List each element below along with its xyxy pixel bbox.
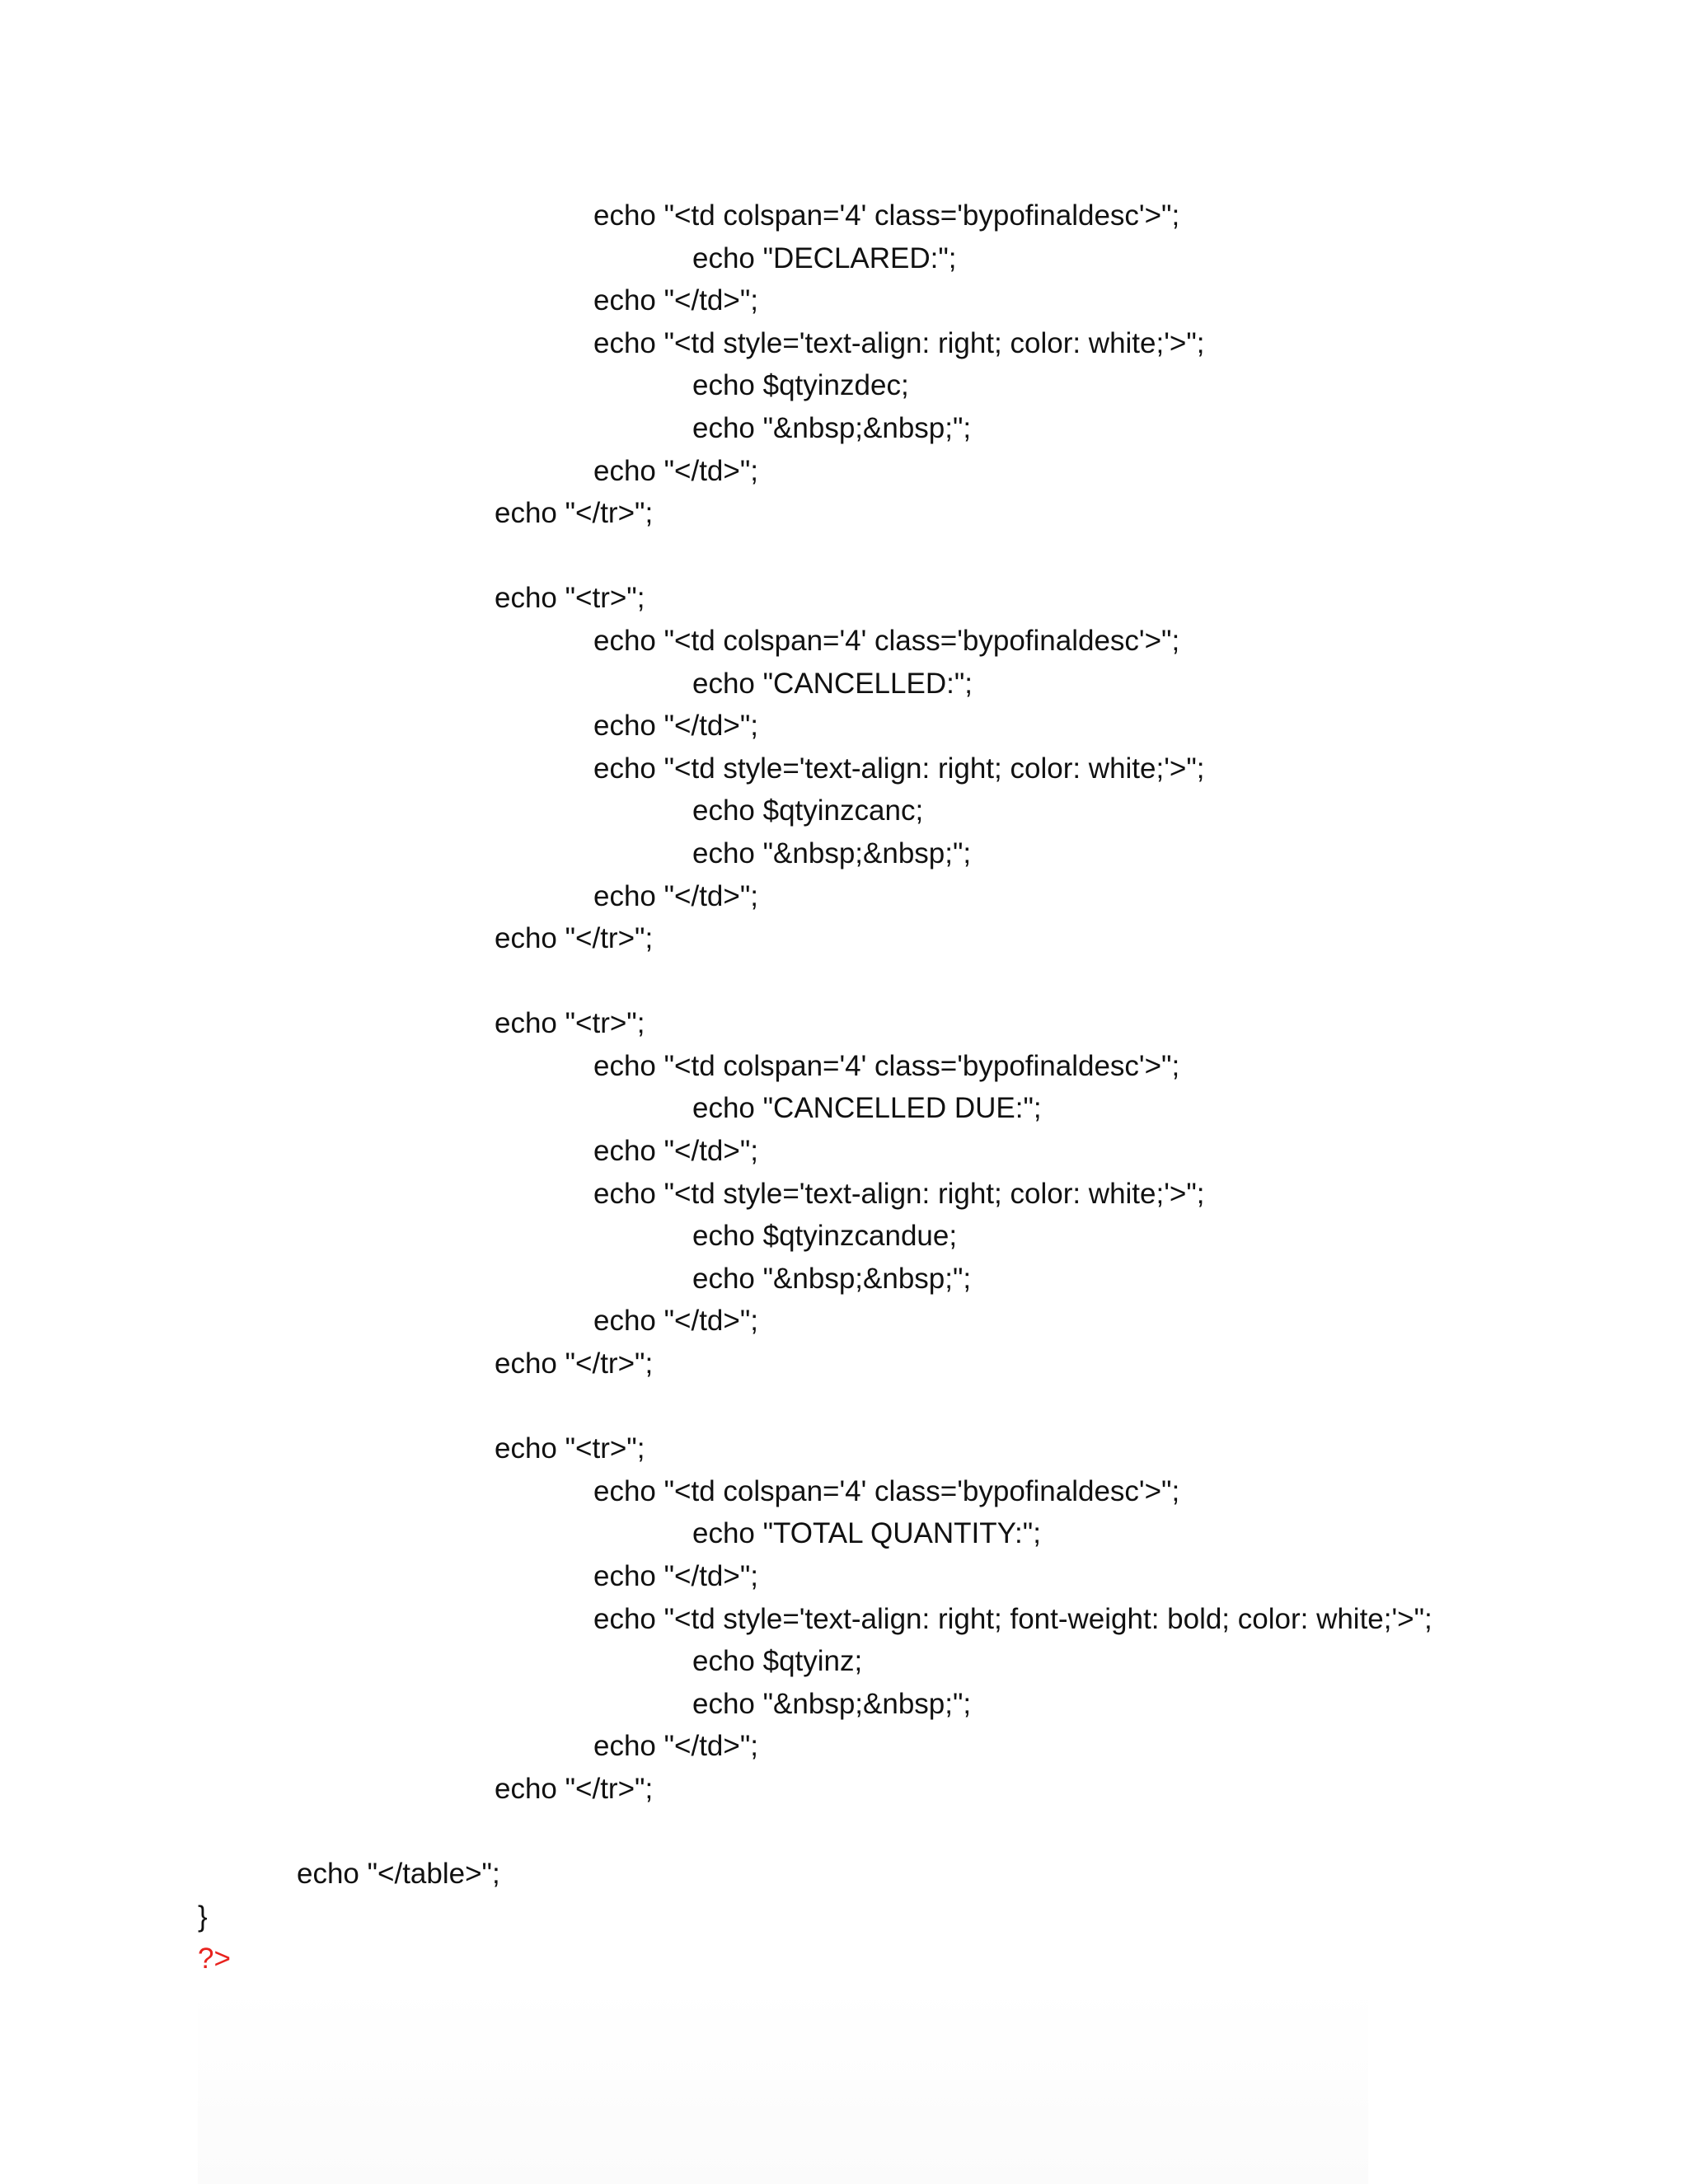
code-line-3 [0,279,1688,322]
code-text: echo "&nbsp;&nbsp;"; [692,411,972,444]
code-text: echo "<tr>"; [495,1432,645,1465]
code-text: echo "&nbsp;&nbsp;"; [692,837,972,869]
code-line-22 [0,1087,1688,1130]
code-text: echo "TOTAL QUANTITY:"; [692,1517,1041,1550]
code-line-11 [0,620,1688,663]
code-text: echo "&nbsp;&nbsp;"; [692,1687,972,1720]
code-line-17 [0,875,1688,918]
code-line-2 [0,237,1688,280]
code-line-9 [0,535,1688,578]
code-line-30 [0,1427,1688,1470]
code-line-12 [0,663,1688,705]
code-line-38 [0,1768,1688,1811]
code-line-4 [0,322,1688,365]
code-text: echo "CANCELLED DUE:"; [692,1092,1042,1125]
page-shadow [198,1986,1368,2184]
code-text: echo "<td style='text-align: right; font-weight: bold; color: white;'>"; [593,1602,1432,1635]
code-line-39 [0,1811,1688,1854]
code-line-33 [0,1555,1688,1598]
code-text: echo "</td>"; [593,454,758,487]
code-text: echo $qtyinz; [692,1645,863,1678]
code-text: echo "</td>"; [593,1730,758,1763]
code-line-29 [0,1385,1688,1428]
code-line-8 [0,492,1688,535]
code-line-32 [0,1512,1688,1555]
php-close-tag: ?> [198,1943,231,1975]
code-line-18 [0,917,1688,960]
code-line-23 [0,1130,1688,1173]
code-line-26 [0,1258,1688,1301]
code-line-10 [0,577,1688,620]
code-text: echo "</tr>"; [495,1772,654,1805]
code-text: echo "</td>"; [593,284,758,317]
code-text: echo "</td>"; [593,1135,758,1168]
code-text: echo $qtyinzcandue; [692,1220,958,1253]
code-text: echo "DECLARED:"; [692,241,957,274]
code-line-14 [0,748,1688,790]
code-line-20 [0,1002,1688,1045]
code-text: echo "</td>"; [593,1305,758,1338]
code-line-37 [0,1725,1688,1768]
code-line-28 [0,1343,1688,1385]
code-line-24 [0,1173,1688,1216]
code-text: echo $qtyinzdec; [692,369,909,402]
code-text: echo "<td colspan='4' class='bypofinaldesc'>"; [593,624,1180,657]
code-line-15 [0,790,1688,832]
code-text: } [198,1900,208,1933]
code-text: echo "<td colspan='4' class='bypofinaldesc'>"; [593,1474,1180,1507]
code-line-41 [0,1896,1688,1938]
code-text: echo "<tr>"; [495,1007,645,1040]
code-text: echo "<td style='text-align: right; color: white;'>"; [593,1177,1205,1210]
code-text: echo "&nbsp;&nbsp;"; [692,1262,972,1295]
code-line-27 [0,1300,1688,1343]
code-line-1 [0,194,1688,237]
code-line-31 [0,1470,1688,1513]
code-line-7 [0,450,1688,493]
code-text: echo $qtyinzcanc; [692,794,924,827]
code-line-25 [0,1215,1688,1258]
php-code-listing [0,194,1688,1980]
code-text: echo "<tr>"; [495,582,645,615]
code-line-21 [0,1045,1688,1088]
code-line-40 [0,1853,1688,1896]
code-line-35 [0,1640,1688,1683]
code-line-36 [0,1683,1688,1726]
code-text: echo "</tr>"; [495,497,654,530]
code-line-13 [0,705,1688,748]
code-text: echo "<td style='text-align: right; color: white;'>"; [593,326,1205,359]
code-text: echo "<td colspan='4' class='bypofinaldesc'>"; [593,1049,1180,1082]
code-text: echo "<td colspan='4' class='bypofinaldesc'>"; [593,199,1180,232]
code-text: echo "<td style='text-align: right; color: white;'>"; [593,752,1205,785]
code-line-19 [0,960,1688,1003]
php-close-tag-line [0,1938,1688,1980]
code-text: echo "</td>"; [593,1560,758,1592]
code-text: echo "</td>"; [593,710,758,743]
code-line-6 [0,407,1688,450]
code-text: echo "CANCELLED:"; [692,667,973,700]
code-text: echo "</table>"; [297,1858,500,1891]
code-line-5 [0,364,1688,407]
code-text: echo "</tr>"; [495,922,654,955]
code-text: echo "</tr>"; [495,1347,654,1380]
code-line-16 [0,832,1688,875]
code-text: echo "</td>"; [593,879,758,912]
code-line-34 [0,1598,1688,1641]
